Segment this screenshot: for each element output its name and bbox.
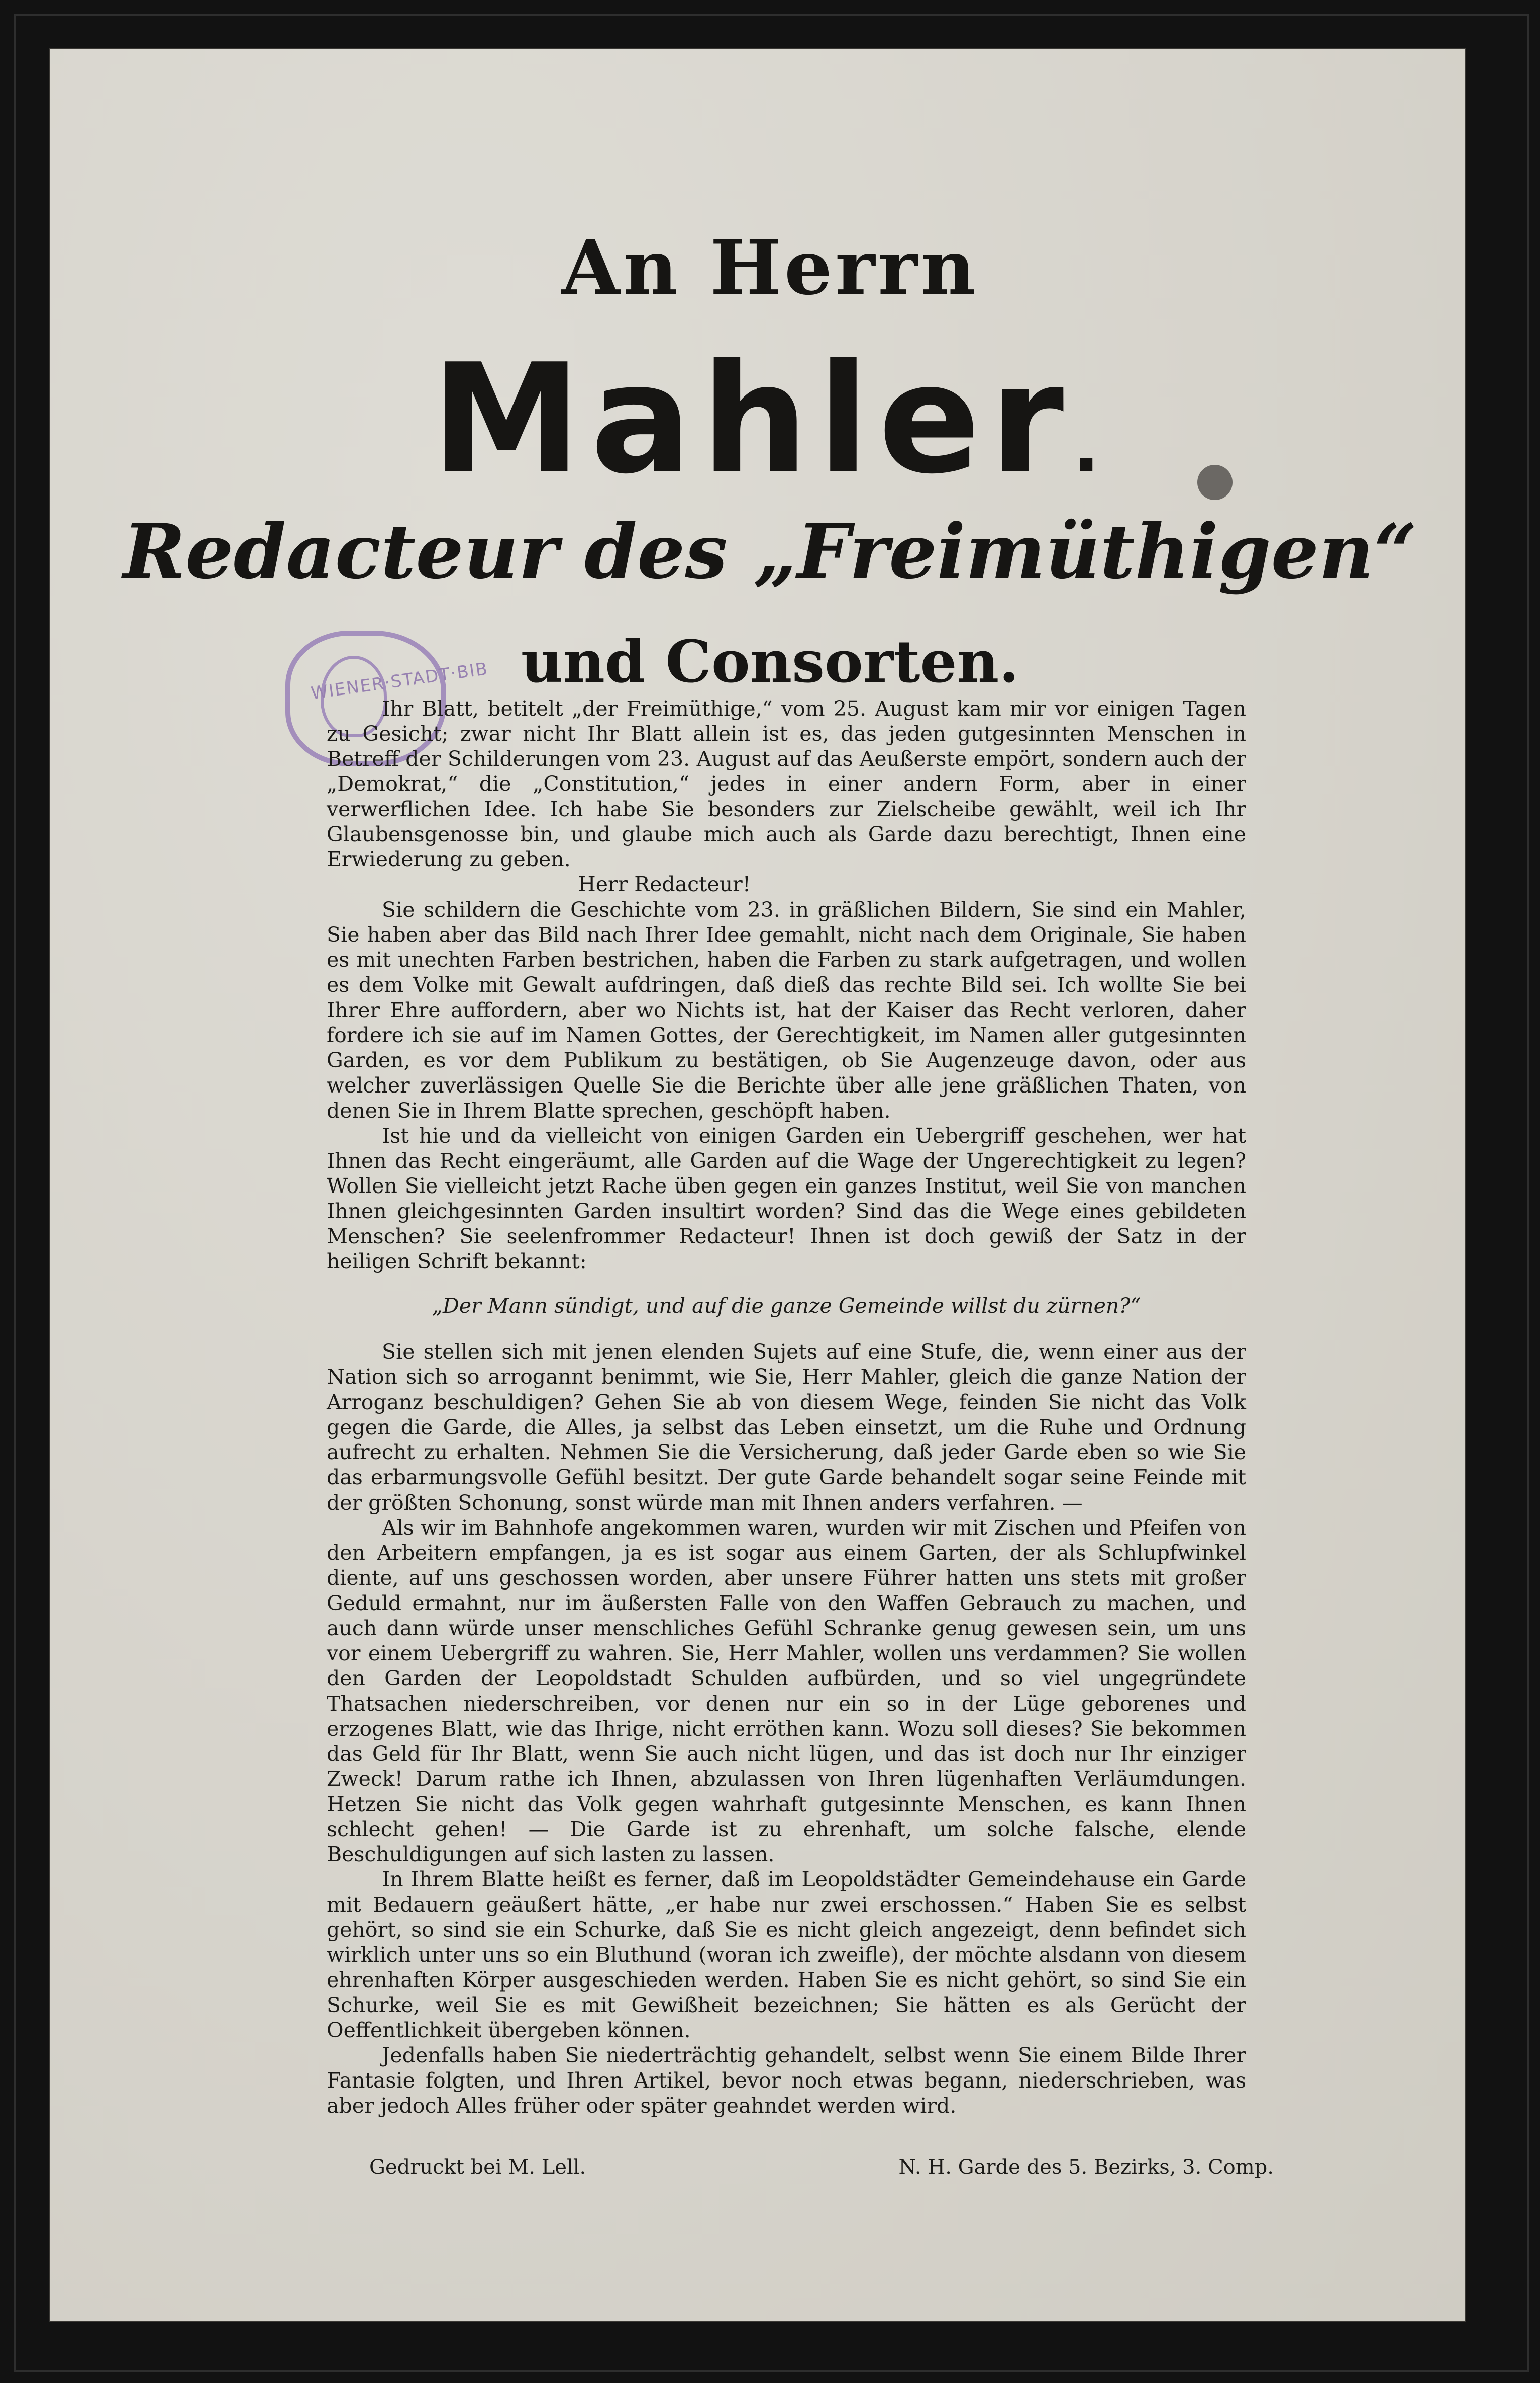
paragraph-2: Sie schildern die Geschichte vom 23. in gräßlichen Bildern, Sie sind ein Mahler, Sie haben aber das Bild nach Ihrer Idee gemahlt, nicht nach dem Originale, Sie haben es mit unechten Farben bestrichen, haben die Farben zu stark aufgetragen, und wollen es dem Volke mit Gewalt aufdringen, daß dieß das rechte Bild sei. Ich wollte Sie bei Ihrer Ehre auffordern, aber wo Nichts ist, hat der Kaiser das Recht verloren, daher fordere ich sie auf im Namen Gottes, der Gerechtigkeit, im Namen aller gutgesinnten Garden, es vor dem Publikum zu bestätigen, ob Sie Augenzeuge davon, oder aus welcher zuverlässigen Quelle Sie die Berichte über alle jene gräßlichen Thaten, von denen Sie in Ihrem Blatte sprechen, geschöpft haben. (327, 898, 1246, 1123)
paragraph-3: Ist hie und da vielleicht von einigen Garden ein Uebergriff geschehen, wer hat Ihnen das Recht eingeräumt, alle Garden auf die Wage der Ungerechtigkeit zu legen? Wollen Sie vielleicht jetzt Rache üben gegen ein ganzes Institut, weil Sie von manchen Ihnen gleichgesinnten Garden insultirt worden? Sind das die Wege eines gebildeten Menschen? Sie seelenfrommer Redacteur! Ihnen ist doch gewiß der Satz in der heiligen Schrift bekannt: (327, 1124, 1246, 1273)
title-name-dot: . (1073, 407, 1109, 488)
title-line-4: und Consorten. (521, 628, 1019, 696)
salutation: Herr Redacteur! (578, 872, 751, 897)
printer-line: Gedruckt bei M. Lell. (369, 2156, 586, 2179)
paragraph-4: Sie stellen sich mit jenen elenden Sujets auf eine Stufe, die, wenn einer aus der Nation sich so arrogannt benimmt, wie Sie, Herr Mahler, gleich die ganze Nation der Arroganz beschuldigen? Gehen Sie ab von diesem Wege, feinden Sie nicht das Volk gegen die Garde, die Alles, ja selbst das Leben einsetzt, um die Ruhe und Ordnung aufrecht zu erhalten. Nehmen Sie die Versicherung, daß jeder Garde eben so wie Sie das erbarmungsvolle Gefühl besitzt. Der gute Garde behandelt sogar seine Feinde mit der größten Schonung, sonst würde man mit Ihnen anders verfahren. — (327, 1340, 1246, 1515)
title-name-text: Mahler (431, 332, 1073, 507)
scripture-quote: „Der Mann sündigt, und auf die ganze Gemeinde willst du zürnen?“ (432, 1294, 1141, 1318)
paragraph-1: Ihr Blatt, betitelt „der Freimüthige,“ vom 25. August kam mir vor einigen Tagen zu Gesicht; zwar nicht Ihr Blatt allein ist es, das jeden gutgesinnten Menschen in Betreff der Schilderungen vom 23. August auf das Aeußerste empört, sondern auch der „Demokrat,“ die „Constitution,“ jedes in einer andern Form, aber in einer verwerflichen Idee. Ich habe Sie besonders zur Zielscheibe gewählt, weil ich Ihr Glaubensgenosse bin, und glaube mich auch als Garde dazu berechtigt, Ihnen eine Erwiederung zu geben. (327, 697, 1246, 871)
signature: N. H. Garde des 5. Bezirks, 3. Comp. (898, 2156, 1274, 2179)
paragraph-7: Jedenfalls haben Sie niederträchtig gehandelt, selbst wenn Sie einem Bilde Ihrer Fantasie folgten, und Ihren Artikel, bevor noch etwas begann, niederschrieben, was aber jedoch Alles früher oder später geahndet werden wird. (327, 2043, 1246, 2118)
letter-body (327, 696, 1246, 2118)
title-line-3: Redacteur des „Freimüthigen“ (123, 508, 1417, 596)
paragraph-5: Als wir im Bahnhofe angekommen waren, wurden wir mit Zischen und Pfeifen von den Arbeitern empfangen, ja es ist sogar aus einem Garten, der als Schlupfwinkel diente, auf uns geschossen worden, aber unsere Führer hatten uns stets mit großer Geduld ermahnt, nur im äußersten Falle von den Waffen Gebrauch zu machen, und auch dann würde unser menschliches Gefühl Schranke genug gewesen sein, um uns vor einem Uebergriff zu wahren. Sie, Herr Mahler, wollen uns verdammen? Sie wollen den Garden der Leopoldstadt Schulden aufbürden, und so viel ungegründete Thatsachen niederschreiben, vor denen nur ein so in der Lüge geborenes und erzogenes Blatt, wie das Ihrige, nicht erröthen kann. Wozu soll dieses? Sie bekommen das Geld für Ihr Blatt, wenn Sie auch nicht lügen, und das ist doch nur Ihr einziger Zweck! Darum rathe ich Ihnen, abzulassen von Ihren lügenhaften Verläumdungen. Hetzen Sie nicht das Volk gegen wahrhaft gutgesinnte Menschen, es kann Ihnen schlecht gehen! — Die Garde ist zu ehrenhaft, um solche falsche, elende Beschuldigungen auf sich lasten zu lassen. (327, 1516, 1246, 1866)
title-name (0, 332, 1540, 507)
title-line-1: An Herrn (561, 224, 979, 312)
paragraph-6: In Ihrem Blatte heißt es ferner, daß im Leopoldstädter Gemeindehause ein Garde mit Bedauern geäußert hätte, „er habe nur zwei erschossen.“ Haben Sie es selbst gehört, so sind sie ein Schurke, daß Sie es nicht gleich angezeigt, denn befindet sich wirklich unter uns so ein Bluthund (woran ich zweifle), der möchte alsdann von diesem ehrenhaften Körper ausgeschieden werden. Haben Sie es nicht gehört, so sind Sie ein Schurke, weil Sie es mit Gewißheit bezeichnen; Sie hätten es als Gerücht der Oeffentlichkeit übergeben können. (327, 1867, 1246, 2042)
stamp-text: WIENER·STADT·BIB (310, 658, 490, 704)
